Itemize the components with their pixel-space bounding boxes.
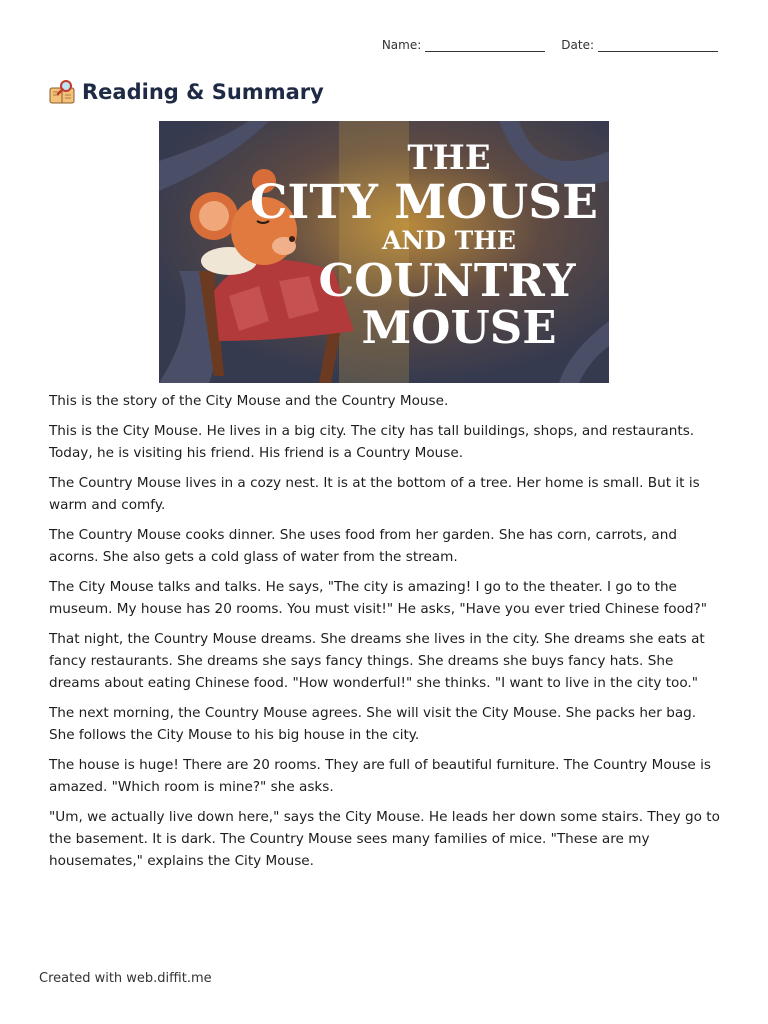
footer-credit: Created with web.diffit.me (39, 971, 212, 986)
illustration-title-line1: THE (407, 138, 491, 178)
story-paragraph: The Country Mouse cooks dinner. She uses food from her garden. She has corn, carrots, and acorns. She also gets a cold glass of water from the stream. (49, 527, 677, 565)
story-paragraph: That night, the Country Mouse dreams. She dreams she lives in the city. She dreams she eats at fancy restaurants. She dreams she says fancy things. She dreams she buys fancy hats. She dreams about eating Chinese food. "How wonderful!" she thinks. "I want to live in the city too." (49, 631, 705, 691)
story-paragraph: "Um, we actually live down here," says the City Mouse. He leads her down some stairs. They go to the basement. It is dark. The Country Mouse sees many families of mice. "These are my housemates," explains the City Mouse. (49, 809, 720, 869)
name-field[interactable] (382, 38, 545, 52)
name-date-fields (382, 38, 718, 52)
date-line[interactable] (598, 39, 718, 52)
story-paragraph: The Country Mouse lives in a cozy nest. It is at the bottom of a tree. Her home is small. But it is warm and comfy. (49, 475, 700, 513)
story-paragraph: This is the City Mouse. He lives in a big city. The city has tall buildings, shops, and restaurants. Today, he is visiting his friend. His friend is a Country Mouse. (49, 423, 695, 461)
date-field[interactable] (561, 38, 718, 52)
illustration-title-line5: MOUSE (361, 301, 557, 354)
illustration-title-line2: CITY MOUSE (249, 175, 599, 230)
book-magnifier-icon (48, 78, 76, 106)
title-row (48, 78, 324, 106)
page-title: Reading & Summary (82, 80, 324, 104)
illustration-title-line4: COUNTRY (318, 254, 576, 307)
story-paragraph: The house is huge! There are 20 rooms. They are full of beautiful furniture. The Country Mouse is amazed. "Which room is mine?" she asks. (49, 757, 711, 795)
story-paragraph: The next morning, the Country Mouse agrees. She will visit the City Mouse. She packs her bag. She follows the City Mouse to his big house in the city. (49, 705, 697, 743)
story-text (49, 390, 721, 880)
name-line[interactable] (425, 39, 545, 52)
illustration-art (159, 121, 609, 383)
illustration-title-line3: AND THE (382, 226, 516, 255)
name-label: Name: (381, 38, 422, 52)
date-label: Date: (561, 38, 594, 52)
story-illustration (159, 121, 609, 383)
story-paragraph: The City Mouse talks and talks. He says, "The city is amazing! I go to the theater. I go to the museum. My house has 20 rooms. You must visit!" He asks, "Have you ever tried Chinese food?" (49, 579, 708, 617)
story-paragraph: This is the story of the City Mouse and the Country Mouse. (49, 393, 449, 409)
